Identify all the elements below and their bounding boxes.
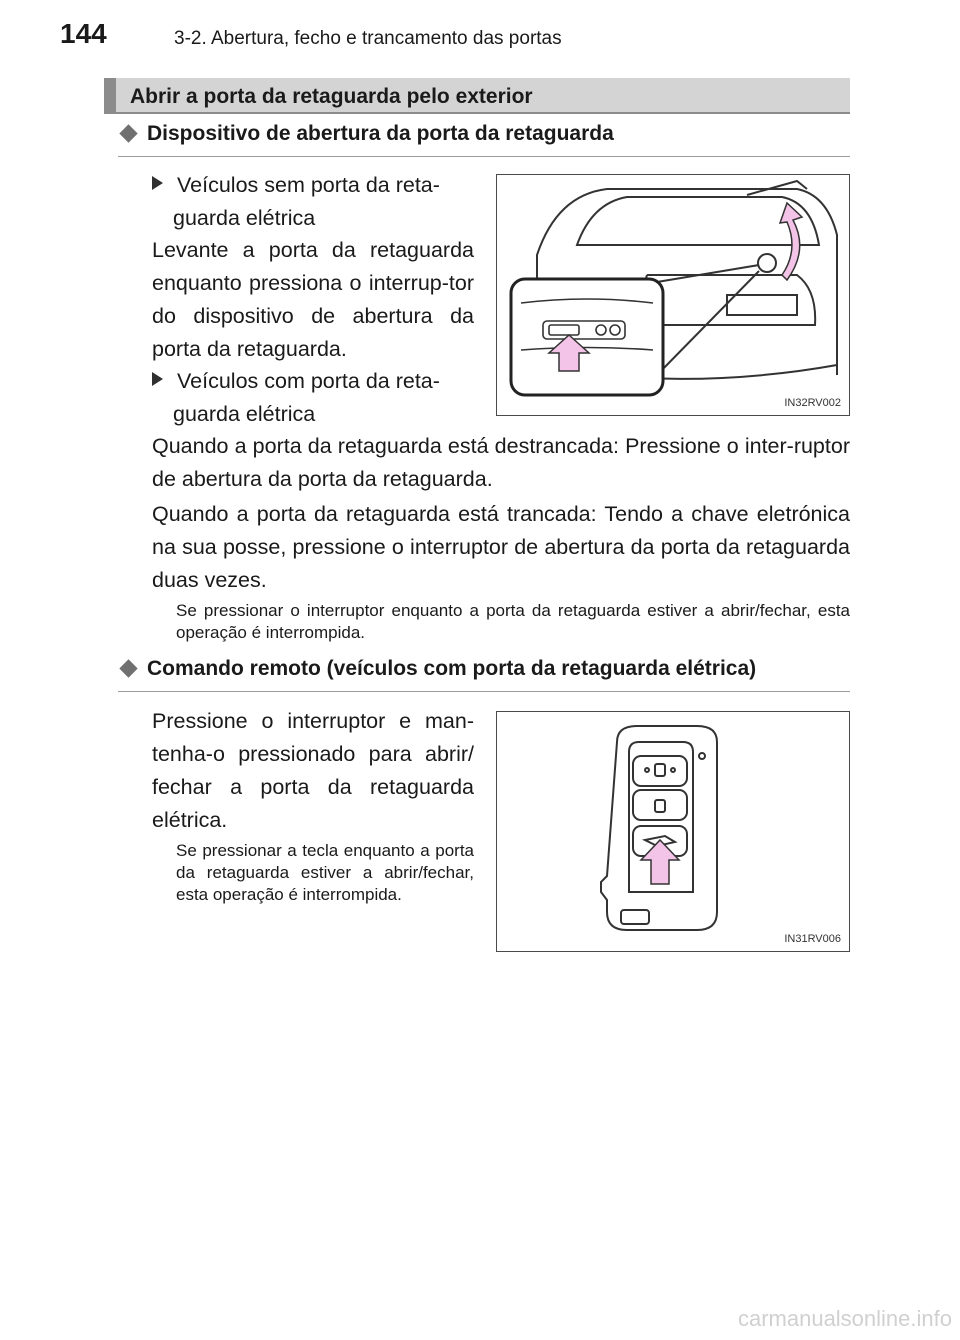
bullet-line: guarda elétrica xyxy=(173,206,316,230)
triangle-bullet-icon xyxy=(152,176,163,190)
triangle-bullet-icon xyxy=(152,372,163,386)
bullet-line: guarda elétrica xyxy=(173,402,316,426)
smart-key-illustration xyxy=(497,712,851,953)
subsection-heading-tailgate-opener xyxy=(118,122,850,157)
note-interrupt-switch: Se pressionar o interruptor enquanto a porta da retaguarda estiver a abrir/fechar, esta operação é interrompida. xyxy=(176,601,850,642)
subsection-heading-text: Comando remoto (veículos com porta da retaguarda elétrica) xyxy=(147,657,757,680)
section-heading-bar xyxy=(104,78,850,114)
subsection-heading-text: Dispositivo de abertura da porta da retaguarda xyxy=(147,122,614,145)
running-header: 3-2. Abertura, fecho e trancamento das portas xyxy=(174,28,562,49)
car-rear-illustration xyxy=(497,175,851,417)
page-number: 144 xyxy=(60,18,107,49)
bullet-power-tailgate xyxy=(152,365,474,431)
figure-code: IN31RV006 xyxy=(784,933,841,945)
figure-remote-key xyxy=(496,711,850,952)
bullet-no-power-tailgate xyxy=(152,169,474,235)
figure-code: IN32RV002 xyxy=(784,397,841,409)
watermark: carmanualsonline.info xyxy=(737,1306,952,1331)
paragraph-remote: Pressione o interruptor e man-tenha-o pressionado para abrir/ fechar a porta da retaguarda elétrica. xyxy=(152,709,474,832)
note-remote-interrupt: Se pressionar a tecla enquanto a porta da retaguarda estiver a abrir/fechar, esta operação é interrompida. xyxy=(176,841,474,904)
bullet-line: Veículos sem porta da reta- xyxy=(177,173,440,197)
paragraph-locked: Quando a porta da retaguarda está trancada: Tendo a chave eletrónica na sua posse, pressione o interruptor de abertura da porta da retaguarda duas vezes. xyxy=(152,502,850,592)
figure-tailgate-opener xyxy=(496,174,850,416)
paragraph-lift-tailgate: Levante a porta da retaguarda enquanto pressiona o interrup-tor do dispositivo de abertura da porta da retaguarda. xyxy=(152,238,474,361)
paragraph-unlocked: Quando a porta da retaguarda está destrancada: Pressione o inter-ruptor de abertura da porta da retaguarda. xyxy=(152,434,850,491)
diamond-icon xyxy=(119,659,137,677)
section-heading: Abrir a porta da retaguarda pelo exterior xyxy=(130,85,533,108)
diamond-icon xyxy=(119,124,137,142)
subsection-heading-remote xyxy=(118,657,850,692)
bullet-line: Veículos com porta da reta- xyxy=(177,369,440,393)
